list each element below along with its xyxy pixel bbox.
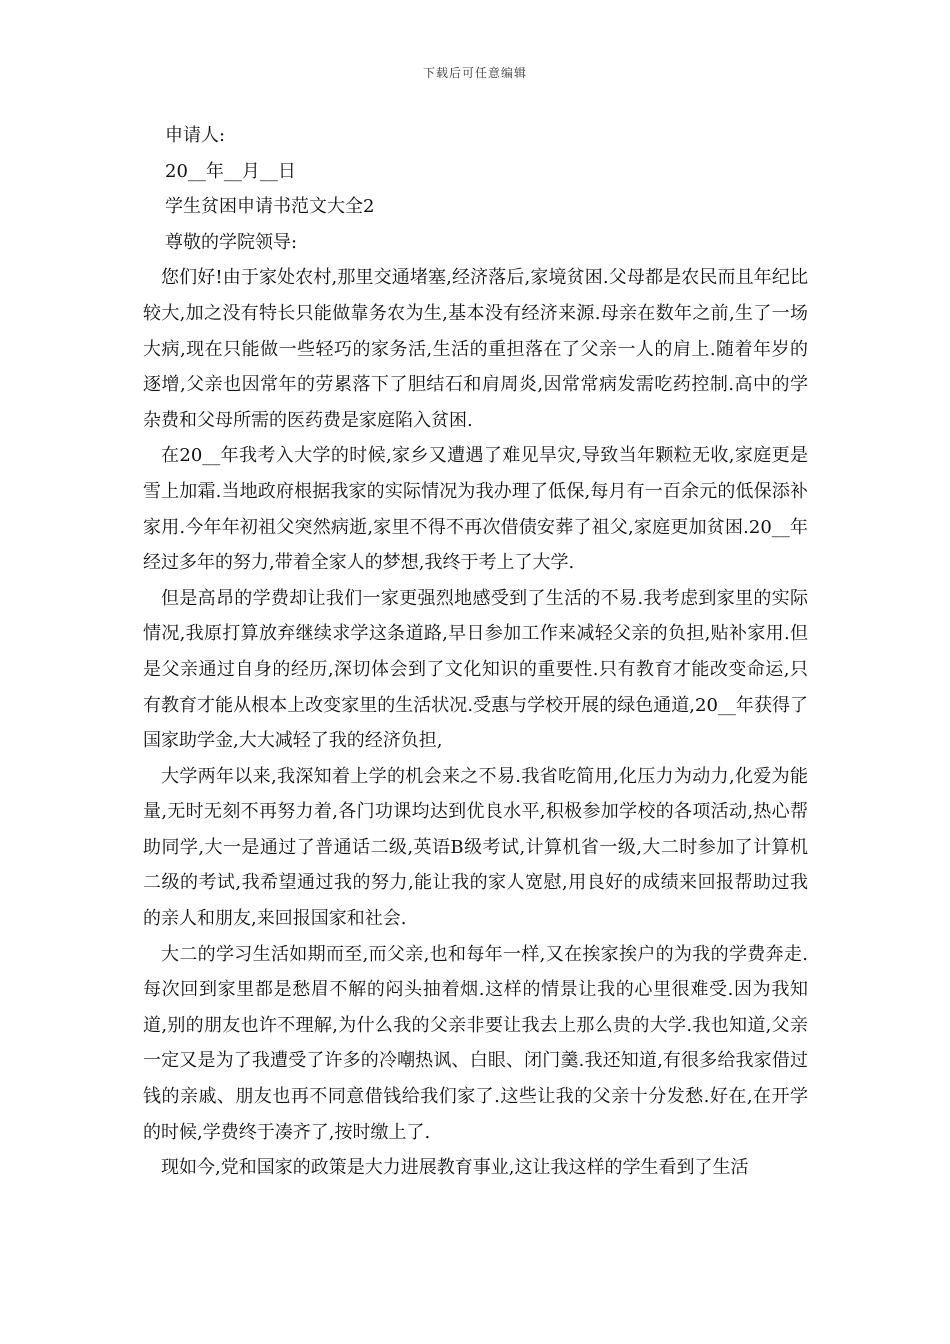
paragraph: 在20__年我考入大学的时候,家乡又遭遇了难见旱灾,导致当年颗粒无收,家庭更是雪上加霜.当地政府根据我家的实际情况为我办理了低保,每月有一百余元的低保添补家用.今年年初祖父突然病逝,家里不得不再次借债安葬了祖父,家庭更加贫困.20__年经过多年的努力,带着全家人的梦想,我终于考上了大学. — [143, 445, 808, 574]
paragraph: 您们好!由于家处农村,那里交通堵塞,经济落后,家境贫困.父母都是农民而且年纪比较大,加之没有特长只能做靠务农为生,基本没有经济来源.母亲在数年之前,生了一场大病,现在只能做一些轻巧的家务活,生活的重担落在了父亲一人的肩上.随着年岁的逐增,父亲也因常年的劳累落下了胆结石和肩周炎,因常常病发需吃药控制.高中的学杂费和父母所需的医药费是家庭陷入贫困. — [143, 267, 808, 431]
document-title: 学生贫困申请书范文大全2 — [165, 196, 375, 218]
salutation: 尊敬的学院领导: — [165, 231, 298, 253]
paragraph: 但是高昂的学费却让我们一家更强烈地感受到了生活的不易.我考虑到家里的实际情况,我原打算放弃继续求学这条道路,早日参加工作来减轻父亲的负担,贴补家用.但是父亲通过自身的经历,深切体会到了文化知识的重要性.只有教育才能改变命运,只有教育才能从根本上改变家里的生活状况.受惠与学校开展的绿色通道,20__年获得了国家助学金,大大减轻了我的经济负担, — [143, 587, 808, 752]
paragraph: 大学两年以来,我深知着上学的机会来之不易.我省吃简用,化压力为动力,化爱为能量,无时无刻不再努力着,各门功课均达到优良水平,积极参加学校的各项活动,热心帮助同学,大一是通过了普通话二级,英语B级考试,计算机省一级,大二时参加了计算机二级的考试,我希望通过我的努力,能让我的家人宽慰,用良好的成绩来回报帮助过我的亲人和朋友,来回报国家和社会. — [143, 765, 808, 930]
paragraph: 大二的学习生活如期而至,而父亲,也和每年一样,又在挨家挨户的为我的学费奔走.每次回到家里都是愁眉不解的闷头抽着烟.这样的情景让我的心里很难受.因为我知道,别的朋友也许不理解,为什么我的父亲非要让我去上那么贵的大学.我也知道,父亲一定又是为了我遭受了许多的冷嘲热讽、白眼、闭门羹.我还知道,有很多给我家借过钱的亲戚、朋友也再不同意借钱给我们家了.这些让我的父亲十分发愁.好在,在开学的时候,学费终于凑齐了,按时缴上了. — [143, 943, 808, 1143]
date-line: 20__年__月__日 — [165, 160, 296, 182]
document-body — [143, 118, 808, 1186]
applicant-line: 申请人: — [165, 125, 226, 146]
paragraph: 现如今,党和国家的政策是大力进展教育事业,这让我这样的学生看到了生活 — [161, 1157, 749, 1179]
page-header: 下载后可任意编辑 — [422, 66, 527, 80]
